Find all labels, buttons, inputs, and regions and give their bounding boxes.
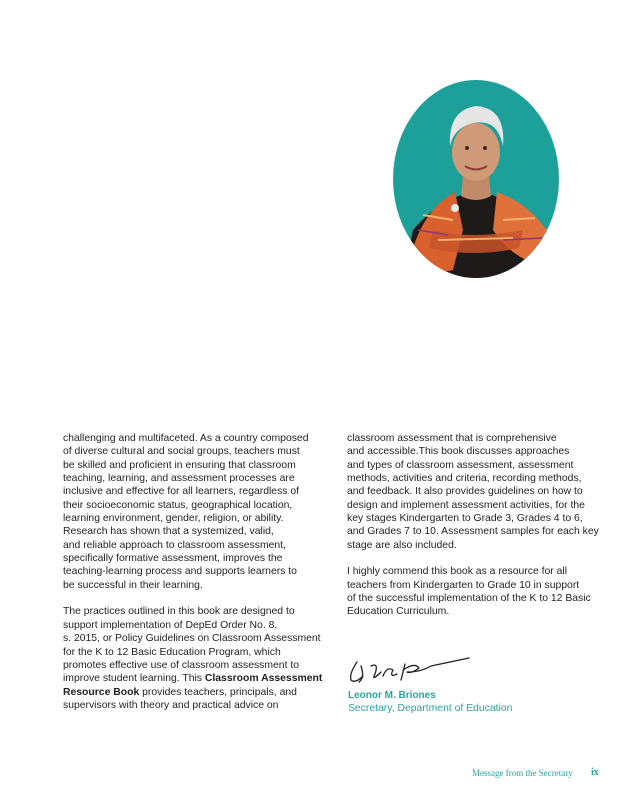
text-line: supervisors with theory and practical advice on: [63, 699, 279, 711]
left-paragraph-1: [63, 432, 319, 592]
text-fragment: improve student learning. This: [63, 673, 205, 685]
text-line: Education Curriculum.: [347, 606, 450, 618]
text-fragment: provides teachers, principals, and: [139, 686, 297, 698]
text-line: learning environment, gender, religion, or ability.: [63, 513, 284, 525]
text-line: classroom assessment that is comprehensive: [347, 433, 557, 444]
text-line: inclusive and effective for all learners, regardless of: [63, 486, 300, 498]
text-line: s. 2015, or Policy Guidelines on Classroom Assessment: [63, 633, 321, 645]
text-line: challenging and multifaceted. As a country composed: [63, 433, 309, 444]
text-line: and types of classroom assessment, assessment: [347, 459, 574, 471]
text-line: and reliable approach to classroom assessment,: [63, 539, 286, 551]
book-title-bold: Resource Book: [63, 686, 140, 698]
text-line: their socioeconomic status, geographical location,: [63, 499, 293, 511]
text-line: for the K to 12 Basic Education Program, which: [63, 646, 281, 658]
text-line: support implementation of DepEd Order No. 8,: [63, 619, 278, 631]
secretary-portrait: [393, 80, 559, 278]
page-number: ix: [591, 767, 599, 778]
text-line: key stages Kindergarten to Grade 3, Grades 4 to 6,: [347, 513, 583, 525]
text-line: design and implement assessment activities, for the: [347, 499, 585, 511]
text-line: [63, 672, 323, 685]
right-paragraph-2: [347, 565, 609, 618]
text-line: and Grades 7 to 10. Assessment samples for each key: [347, 526, 599, 538]
right-paragraph-1: [347, 432, 609, 552]
footer-section-title: Message from the Secretary: [472, 768, 573, 778]
signatory-title: Secretary, Department of Education: [348, 703, 513, 714]
text-line: [63, 686, 319, 699]
text-line: of diverse cultural and social groups, teachers must: [63, 446, 300, 458]
text-line: be successful in their learning.: [63, 579, 203, 591]
text-line: The practices outlined in this book are designed to: [63, 606, 295, 618]
text-line: specifically formative assessment, improves the: [63, 553, 283, 565]
text-line: methods, activities and criteria, recording methods,: [347, 473, 582, 485]
text-line: and accessible.This book discusses approaches: [347, 446, 570, 458]
text-line: teachers from Kindergarten to Grade 10 in support: [347, 579, 580, 591]
text-line: stage are also included.: [347, 539, 457, 551]
text-line: Research has shown that a systemized, valid,: [63, 526, 274, 538]
book-title-bold: Classroom Assessment: [204, 673, 323, 685]
signatory-name: Leonor M. Briones: [348, 690, 436, 701]
text-line: teaching, learning, and assessment processes are: [63, 473, 295, 485]
text-line: teaching-learning process and supports learners to: [63, 566, 297, 578]
text-line: of the successful implementation of the K to 12 Basic: [347, 593, 591, 605]
left-paragraph-2: [63, 605, 323, 712]
handwritten-signature: [345, 652, 475, 688]
body-text-right-column: [347, 432, 609, 619]
text-line: be skilled and proficient in ensuring that classroom: [63, 459, 296, 471]
text-line: promotes effective use of classroom assessment to: [63, 659, 300, 671]
text-line: I highly commend this book as a resource for all: [347, 566, 568, 578]
body-text-left-column: [63, 432, 323, 712]
text-line: and feedback. It also provides guidelines on how to: [347, 486, 583, 498]
